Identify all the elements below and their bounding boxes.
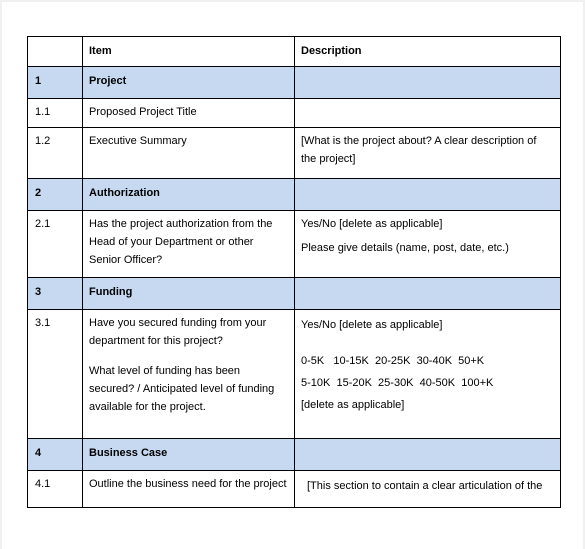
row-item: Has the project authorization from the Head of your Department or other Senior Officer? <box>83 211 295 278</box>
section-row-business-case <box>28 439 561 471</box>
row-number: 1.2 <box>28 128 83 179</box>
section-row-authorization <box>28 179 561 211</box>
row-number: 2.1 <box>28 211 83 278</box>
row-item: Outline the business need for the project <box>83 471 295 508</box>
row-number: 4.1 <box>28 471 83 508</box>
table-row <box>28 99 561 128</box>
section-title: Authorization <box>83 179 295 211</box>
section-description <box>295 439 561 471</box>
row-item <box>83 310 295 439</box>
header-item: Item <box>83 37 295 67</box>
table-row <box>28 471 561 508</box>
authorization-details: Please give details (name, post, date, etc.) <box>301 242 509 254</box>
section-row-project <box>28 67 561 99</box>
row-number: 1 <box>28 67 83 99</box>
row-number: 3.1 <box>28 310 83 439</box>
section-title: Project <box>83 67 295 99</box>
section-row-funding <box>28 278 561 310</box>
table-row <box>28 211 561 278</box>
row-number: 3 <box>28 278 83 310</box>
section-title: Funding <box>83 278 295 310</box>
funding-question-secured: Have you secured funding from your department for this project? <box>89 317 267 347</box>
funding-ranges-row1: 0-5K 10-15K 20-25K 30-40K 50+K <box>301 355 485 367</box>
header-num <box>28 37 83 67</box>
section-description <box>295 278 561 310</box>
project-table <box>27 36 561 508</box>
authorization-yesno: Yes/No [delete as applicable] <box>301 218 443 230</box>
funding-yesno: Yes/No [delete as applicable] <box>301 319 443 331</box>
row-description: [This section to contain a clear articulation of the <box>295 471 561 508</box>
table-row <box>28 310 561 439</box>
funding-question-level: What level of funding has been secured? / Anticipated level of funding available for the project. <box>89 365 275 413</box>
section-description <box>295 67 561 99</box>
funding-delete-note: [delete as applicable] <box>301 399 405 411</box>
table-row <box>28 128 561 179</box>
row-item: Executive Summary <box>83 128 295 179</box>
section-description <box>295 179 561 211</box>
row-description <box>295 211 561 278</box>
row-number: 2 <box>28 179 83 211</box>
row-number: 4 <box>28 439 83 471</box>
table-header-row <box>28 37 561 67</box>
header-description: Description <box>295 37 561 67</box>
section-title: Business Case <box>83 439 295 471</box>
row-item: Proposed Project Title <box>83 99 295 128</box>
document-page <box>2 2 583 549</box>
funding-ranges-row2: 5-10K 15-20K 25-30K 40-50K 100+K <box>301 377 494 389</box>
row-number: 1.1 <box>28 99 83 128</box>
row-description: [What is the project about? A clear description of the project] <box>295 128 561 179</box>
row-description <box>295 310 561 439</box>
row-description <box>295 99 561 128</box>
